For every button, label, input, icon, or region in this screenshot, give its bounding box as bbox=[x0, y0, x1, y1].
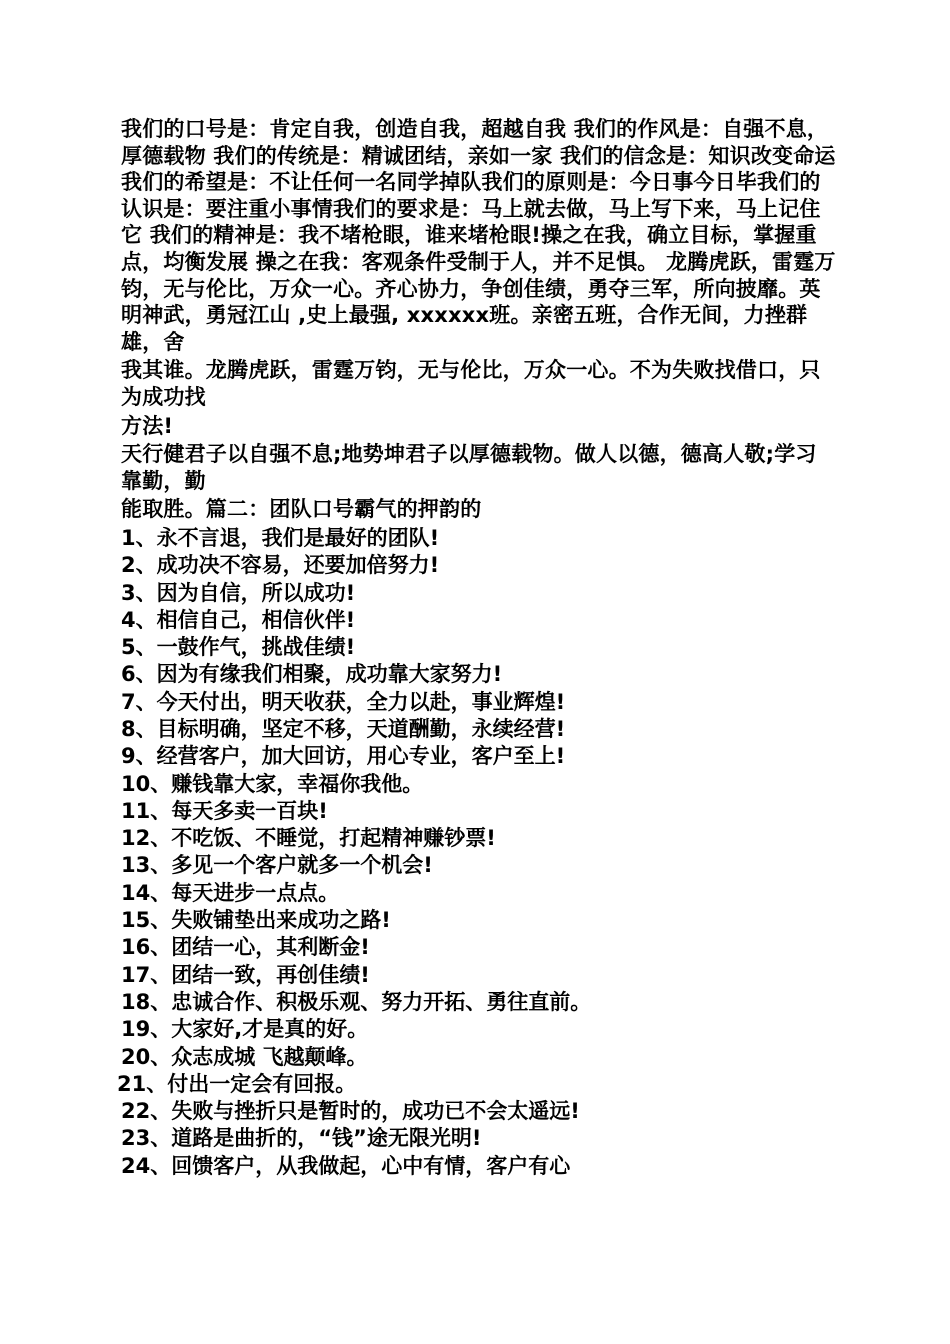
list-item: 5、一鼓作气，挑战佳绩! bbox=[121, 635, 356, 660]
list-item: 2、成功决不容易，还要加倍努力! bbox=[121, 553, 440, 578]
document-body bbox=[117, 116, 837, 1180]
list-item: 15、失败铺垫出来成功之路! bbox=[121, 908, 391, 933]
intro-paragraph-continued: 我其谁。龙腾虎跃，雷霆万钧，无与伦比，万众一心。不为失败找借口，只为成功找 bbox=[121, 358, 821, 409]
list-item: 3、因为自信，所以成功! bbox=[121, 580, 356, 605]
list-item: 17、团结一致，再创佳绩! bbox=[121, 962, 370, 987]
list-item: 1、永不言退，我们是最好的团队! bbox=[121, 525, 440, 550]
list-item: 21、付出一定会有回报。 bbox=[117, 1071, 357, 1096]
list-item: 11、每天多卖一百块! bbox=[121, 798, 328, 823]
list-item: 16、团结一心，其利断金! bbox=[121, 935, 370, 960]
list-item: 9、经营客户，加大回访，用心专业，客户至上! bbox=[121, 744, 566, 769]
list-item: 19、大家好,才是真的好。 bbox=[121, 1017, 369, 1042]
list-item: 23、道路是曲折的，“钱”途无限光明! bbox=[121, 1126, 482, 1151]
list-item: 20、众志成城 飞越颠峰。 bbox=[121, 1044, 368, 1069]
intro-section bbox=[117, 116, 837, 523]
list-item: 24、回馈客户，从我做起，心中有情，客户有心 bbox=[121, 1153, 571, 1178]
intro-paragraph-continued: 方法! bbox=[121, 413, 174, 438]
slogan-list bbox=[117, 525, 837, 1180]
list-item: 12、不吃饭、不睡觉，打起精神赚钞票! bbox=[121, 826, 496, 851]
motto-paragraph: 天行健君子以自强不息;地势坤君子以厚德载物。做人以德，德高人敬;学习靠勤，勤 bbox=[121, 442, 817, 493]
list-item: 22、失败与挫折只是暂时的，成功已不会太遥远! bbox=[121, 1099, 580, 1124]
list-item: 13、多见一个客户就多一个机会! bbox=[121, 853, 433, 878]
section-heading: 能取胜。篇二：团队口号霸气的押韵的 bbox=[121, 497, 482, 522]
list-item: 6、因为有缘我们相聚，成功靠大家努力! bbox=[121, 662, 503, 687]
list-item: 7、今天付出，明天收获，全力以赴，事业辉煌! bbox=[121, 689, 566, 714]
list-item: 10、赚钱靠大家，幸福你我他。 bbox=[121, 771, 424, 796]
list-item: 14、每天进步一点点。 bbox=[121, 880, 340, 905]
intro-paragraph: 我们的口号是：肯定自我，创造自我，超越自我 我们的作风是：自强不息，厚德载物 我们的传统是：精诚团结，亲如一家 我们的信念是：知识改变命运我们的希望是：不让任何一名同学掉队我们的原则是：今日事今日毕我们的认识是：要注重小事情我们的要求是：马上就去做，马上写下来，马上记住它 我们的精神是：我不堵枪眼，谁来堵枪眼!操之在我，确立目标，掌握重点，均衡发展 操之在我：客观条件受制于人，并不足惧。 龙腾虎跃，雷霆万钧，无与伦比，万众一心。齐心协力，争创佳绩，勇夺三军，所向披靡。英明神武，勇冠江山 ,史上最强, xxxxxx班。亲密五班，合作无间，力挫群雄，舍 bbox=[121, 117, 836, 354]
list-item: 8、目标明确，坚定不移，天道酬勤，永续经营! bbox=[121, 716, 566, 741]
list-item: 18、忠诚合作、积极乐观、努力开拓、勇往直前。 bbox=[121, 989, 592, 1014]
list-item: 4、相信自己，相信伙伴! bbox=[121, 607, 356, 632]
